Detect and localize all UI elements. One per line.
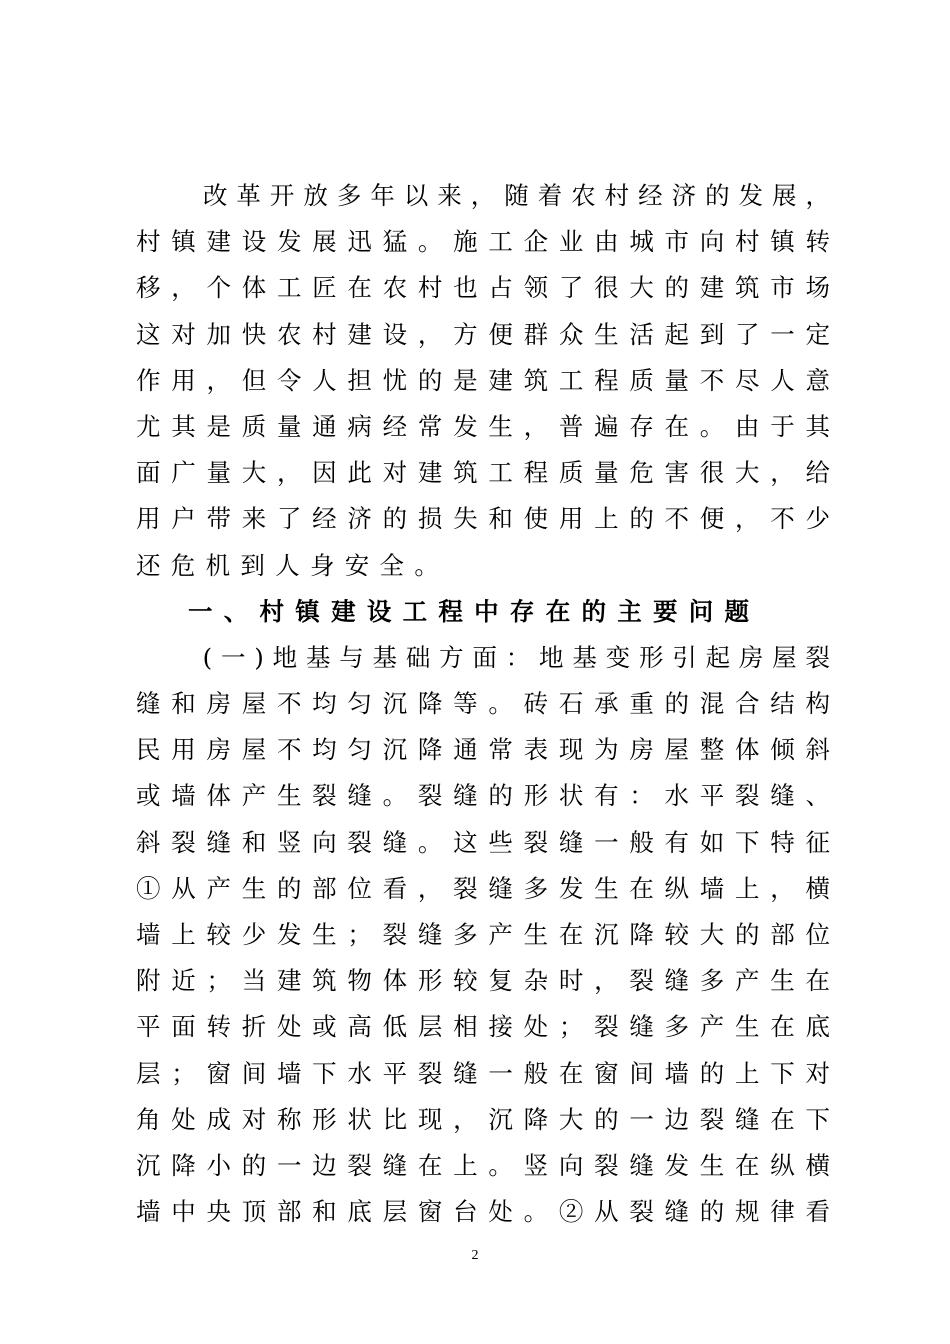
- text-line: 村镇建设发展迅猛。施工企业由城市向村镇转: [136, 227, 830, 257]
- text-line: 附近；当建筑物体形较复杂时，裂缝多产生在: [136, 966, 830, 996]
- text-line: 角处成对称形状比现，沉降大的一边裂缝在下: [136, 1104, 830, 1134]
- paragraph-intro: [136, 173, 830, 1235]
- text-line: 缝和房屋不均匀沉降等。砖石承重的混合结构: [136, 689, 830, 719]
- text-line: 还危机到人身安全。: [136, 550, 450, 580]
- text-line: 尤其是质量通病经常发生，普遍存在。由于其: [136, 411, 830, 441]
- text-line: 民用房屋不均匀沉降通常表现为房屋整体倾斜: [136, 735, 830, 765]
- text-line: 墙中央顶部和底层窗台处。②从裂缝的规律看: [136, 1197, 830, 1227]
- text-line: 改革开放多年以来，随着农村经济的发展，: [136, 181, 830, 210]
- text-line: ①从产生的部位看，裂缝多发生在纵墙上，横: [136, 873, 830, 903]
- text-line: 这对加快农村建设，方便群众生活起到了一定: [136, 319, 830, 349]
- text-line: (一)地基与基础方面：地基变形引起房屋裂: [136, 642, 830, 672]
- text-line: 斜裂缝和竖向裂缝。这些裂缝一般有如下特征: [136, 827, 830, 857]
- text-line: 面广量大，因此对建筑工程质量危害很大，给: [136, 458, 830, 488]
- text-line: 作用，但令人担忧的是建筑工程质量不尽人意: [136, 365, 830, 395]
- text-line: 用户带来了经济的损失和使用上的不便，不少: [136, 504, 830, 534]
- section-heading: 一、村镇建设工程中存在的主要问题: [188, 596, 761, 626]
- text-line: 层；窗间墙下水平裂缝一般在窗间墙的上下对: [136, 1058, 830, 1088]
- page-number: 2: [471, 1248, 479, 1263]
- text-line: 平面转折处或高低层相接处；裂缝多产生在底: [136, 1012, 830, 1042]
- text-line: 墙上较少发生；裂缝多产生在沉降较大的部位: [136, 920, 830, 949]
- text-line: 或墙体产生裂缝。裂缝的形状有：水平裂缝、: [136, 781, 830, 811]
- text-line: 移，个体工匠在农村也占领了很大的建筑市场: [136, 273, 830, 303]
- text-line: 沉降小的一边裂缝在上。竖向裂缝发生在纵横: [136, 1150, 830, 1180]
